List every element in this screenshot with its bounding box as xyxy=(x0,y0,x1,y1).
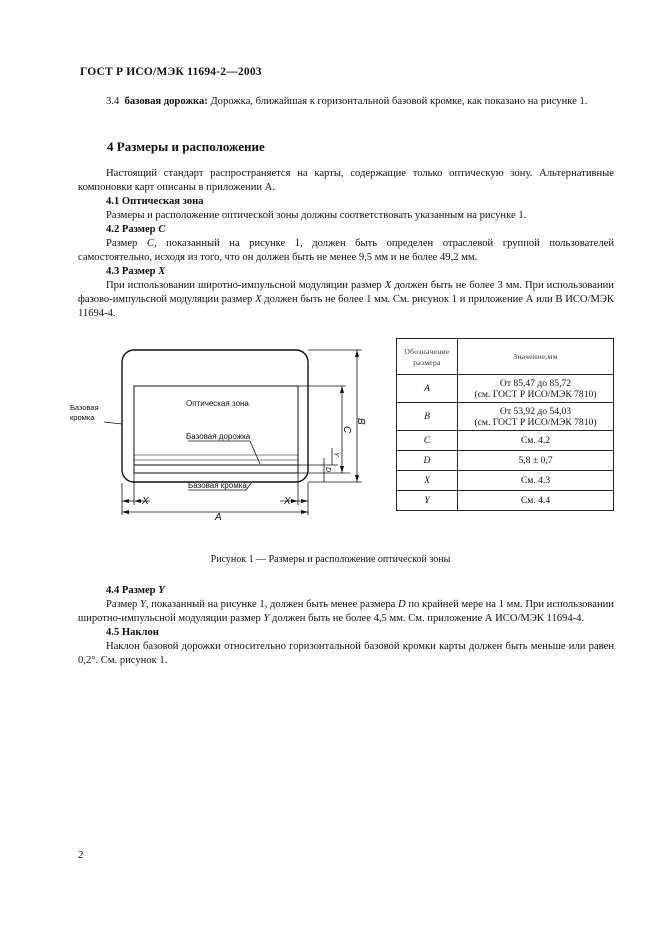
page-number: 2 xyxy=(78,849,84,861)
optical-zone-label: Оптическая зона xyxy=(186,399,249,408)
section-4-2-text: Размер C, показанный на рисунке 1, должен быть определен отраслевой группой пользователей самостоятельно, исходя из того, что он должен быть не менее 9,5 мм и не более 49,2 мм. xyxy=(78,238,615,263)
section-4-4-heading: 4.4 Размер Y xyxy=(106,585,165,596)
section-number: 3.4 xyxy=(106,96,120,107)
table-row: D 5,8 ± 0,7 xyxy=(397,451,614,471)
term: базовая дорожка: xyxy=(124,96,208,107)
section-4-5-heading: 4.5 Наклон xyxy=(106,627,159,638)
table-header-symbol: Обозначение размера xyxy=(397,339,458,375)
figure-caption: Рисунок 1 — Размеры и расположение оптической зоны xyxy=(210,554,451,565)
document-header: ГОСТ Р ИСО/МЭК 11694-2—2003 xyxy=(80,66,262,78)
section-4-4-text: Размер Y, показанный на рисунке 1, должен быть менее размера D по крайней мере на 1 мм. При использовании широтно-импульсной модуляции размер Y должен быть не более 4,5 мм. См. приложение А ИСО/МЭК 11694-4. xyxy=(78,599,614,624)
section-4-4-4-5 xyxy=(78,584,614,668)
table-header-row xyxy=(397,339,614,375)
base-edge-left-label-1: Базовая xyxy=(70,403,99,412)
base-track-label: Базовая дорожка xyxy=(186,432,251,441)
section-4-3-text: При использовании широтно-импульсной модуляции размер X должен быть не более 3 мм. При использовании фазово-импульсной модуляции размер X должен быть не более 1 мм. См. рисунок 1 и приложение А или В ИСО/МЭК 11694-4. xyxy=(78,280,615,319)
dim-b: B xyxy=(355,418,366,425)
table-row: Y См. 4.4 xyxy=(397,491,614,511)
table-row: B От 53,92 до 54,03 (см. ГОСТ Р ИСО/МЭК 7810) xyxy=(397,403,614,431)
table-row: X См. 4.3 xyxy=(397,471,614,491)
section-4-body xyxy=(78,167,614,321)
table-row: C См. 4.2 xyxy=(397,431,614,451)
section-4-1-heading: 4.1 Оптическая зона xyxy=(106,196,204,207)
table-header-value: Значение,мм xyxy=(458,339,614,375)
section-4-2-heading: 4.2 Размер C xyxy=(106,224,166,235)
section-4-title: 4 Размеры и расположение xyxy=(107,139,265,154)
section-4-1-text: Размеры и расположение оптической зоны должны соответствовать указанным на рисунке 1. xyxy=(106,210,527,221)
dimensions-table xyxy=(396,338,614,511)
dim-c: C xyxy=(341,426,352,434)
card-outline xyxy=(122,350,308,482)
dim-x-right: X xyxy=(284,496,291,507)
section-4-intro: Настоящий стандарт распространяется на карты, содержащие только оптическую зону. Альтернативные компоновки карт описаны в приложении А. xyxy=(78,168,614,193)
section-4-3-heading: 4.3 Размер X xyxy=(106,266,166,277)
figure-1-drawing xyxy=(70,340,370,530)
dim-x-left: X xyxy=(142,496,149,507)
dim-y: Y xyxy=(332,452,339,457)
base-edge-left-label-2: кромка xyxy=(70,413,95,422)
dim-a: A xyxy=(215,512,222,523)
table-row: A От 85,47 до 85,72 (см. ГОСТ Р ИСО/МЭК 7810) xyxy=(397,375,614,403)
definition: Дорожка, ближайшая к горизонтальной базовой кромке, как показано на рисунке 1. xyxy=(207,96,588,107)
section-4-5-text: Наклон базовой дорожки относительно горизонтальной базовой кромки карты должен быть меньше или равен 0,2°. См. рисунок 1. xyxy=(78,641,614,666)
dim-d: D xyxy=(324,467,331,473)
base-edge-label: Базовая кромка xyxy=(188,481,247,490)
section-3-4 xyxy=(78,95,614,109)
